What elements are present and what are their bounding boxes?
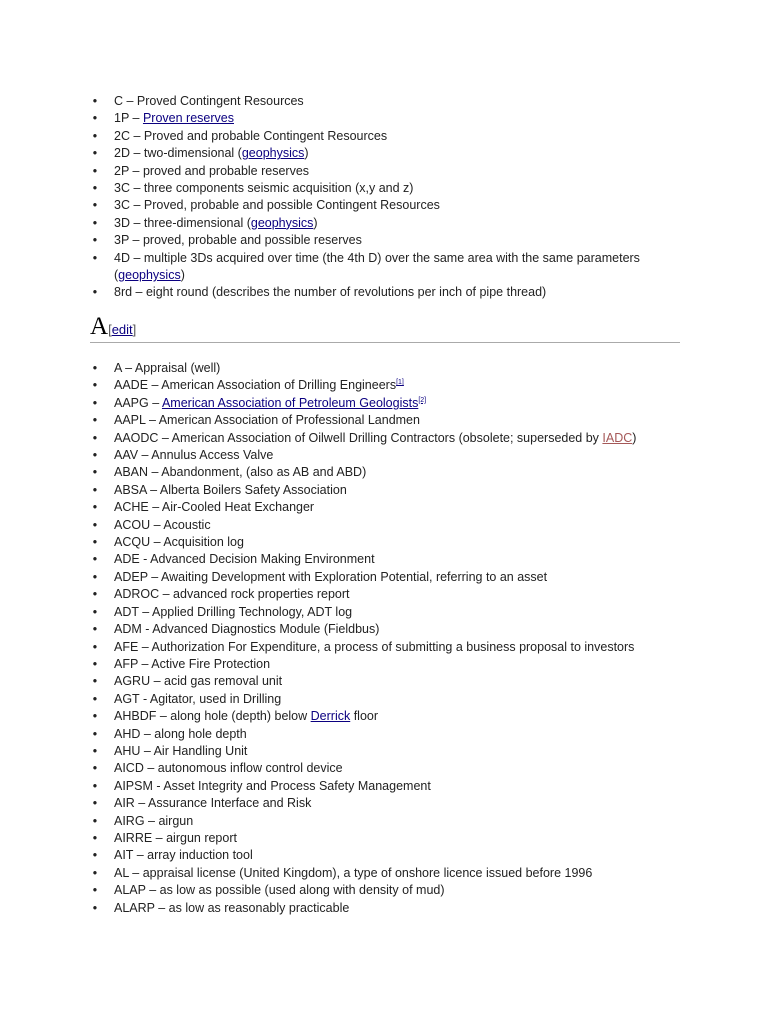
bullet-icon: • <box>92 622 98 637</box>
list-item <box>90 551 690 568</box>
bullet-icon: • <box>92 500 98 515</box>
list-item <box>90 284 690 301</box>
edit-section-link-wrapper: [edit] <box>108 322 137 337</box>
list-item <box>90 760 690 777</box>
bullet-icon: • <box>92 146 98 161</box>
item-text: AIPSM - Asset Integrity and Process Safety Management <box>114 778 431 793</box>
list-item <box>90 708 690 725</box>
list-item <box>90 377 690 394</box>
section-heading-a <box>90 312 680 343</box>
bullet-icon: • <box>92 778 98 793</box>
list-item <box>90 865 690 882</box>
bullet-icon: • <box>92 430 98 445</box>
bullet-icon: • <box>92 883 98 898</box>
list-item <box>90 691 690 708</box>
item-text: ACOU – Acoustic <box>114 517 211 532</box>
list-item <box>90 145 690 162</box>
item-text: ACHE – Air-Cooled Heat Exchanger <box>114 500 315 515</box>
item-text: ADM - Advanced Diagnostics Module (Fieldbus) <box>114 622 380 637</box>
item-text: 3P – proved, probable and possible reserves <box>114 233 362 248</box>
list-item <box>90 360 690 377</box>
item-text: ABAN – Abandonment, (also as AB and ABD) <box>114 465 367 480</box>
bullet-icon: • <box>92 378 98 393</box>
item-text: ALAP – as low as possible (used along with density of mud) <box>114 883 445 898</box>
bullet-icon: • <box>92 674 98 689</box>
item-text: 4D – multiple 3Ds acquired over time (the 4th D) over the same area with the same parameters ( <box>114 250 640 283</box>
bullet-icon: • <box>92 796 98 811</box>
bullet-icon: • <box>92 656 98 671</box>
bullet-icon: • <box>92 250 98 265</box>
list-item <box>90 673 690 690</box>
bullet-icon: • <box>92 482 98 497</box>
bullet-icon: • <box>92 830 98 845</box>
item-text: AIT – array induction tool <box>114 848 253 863</box>
item-text: AIRRE – airgun report <box>114 830 237 845</box>
item-text: AIR – Assurance Interface and Risk <box>114 796 312 811</box>
bullet-icon: • <box>92 726 98 741</box>
item-text: 2P – proved and probable reserves <box>114 163 310 178</box>
bullet-icon: • <box>92 94 98 108</box>
bullet-icon: • <box>92 198 98 213</box>
list-item <box>90 726 690 743</box>
bullet-icon: • <box>92 233 98 248</box>
list-item <box>90 128 690 145</box>
item-text-after: ) <box>632 430 637 445</box>
bullet-icon: • <box>92 865 98 880</box>
bullet-icon: • <box>92 552 98 567</box>
bullet-icon: • <box>92 535 98 550</box>
item-text-after: floor <box>350 709 379 724</box>
list-item <box>90 569 690 586</box>
wiki-link[interactable]: Derrick <box>310 709 351 724</box>
bullet-icon: • <box>92 111 98 126</box>
item-text: AAPL – American Association of Professional Landmen <box>114 413 420 428</box>
item-text: ADT – Applied Drilling Technology, ADT log <box>114 604 353 619</box>
list-item <box>90 180 690 197</box>
item-text: AICD – autonomous inflow control device <box>114 761 343 776</box>
item-text: AGRU – acid gas removal unit <box>114 674 283 689</box>
item-text-after: ) <box>313 215 318 230</box>
bullet-icon: • <box>92 569 98 584</box>
list-item <box>90 482 690 499</box>
item-text: AL – appraisal license (United Kingdom), a type of onshore licence issued before 1996 <box>114 865 593 880</box>
item-text: AAV – Annulus Access Valve <box>114 448 274 463</box>
item-text: 2D – two-dimensional ( <box>114 146 242 161</box>
wiki-link[interactable]: geophysics <box>250 215 314 230</box>
list-item <box>90 250 690 285</box>
bullet-icon: • <box>92 285 98 300</box>
list-item <box>90 795 690 812</box>
bullet-icon: • <box>92 848 98 863</box>
wiki-link[interactable]: geophysics <box>118 268 181 283</box>
item-text: 1P – <box>114 111 143 126</box>
bullet-icon: • <box>92 691 98 706</box>
bullet-icon: • <box>92 395 98 410</box>
list-item <box>90 830 690 847</box>
list-item <box>90 517 690 534</box>
item-text: AAODC – American Association of Oilwell Drilling Contractors (obsolete; superseded by <box>114 430 603 445</box>
reference-superscript <box>418 397 426 404</box>
item-text-after: ) <box>180 268 185 283</box>
item-text: AHD – along hole depth <box>114 726 247 741</box>
numeric-acronym-list <box>90 93 690 302</box>
bullet-icon: • <box>92 163 98 178</box>
item-text-after: ) <box>304 146 309 161</box>
bullet-icon: • <box>92 128 98 143</box>
list-item <box>90 499 690 516</box>
item-text: AGT - Agitator, used in Drilling <box>114 691 282 706</box>
bullet-icon: • <box>92 517 98 532</box>
wiki-redlink[interactable]: IADC <box>602 430 633 445</box>
item-text: 3D – three-dimensional ( <box>114 215 251 230</box>
wiki-link[interactable]: Proven reserves <box>142 111 234 126</box>
list-item <box>90 656 690 673</box>
bullet-icon: • <box>92 761 98 776</box>
item-text: 3C – Proved, probable and possible Contingent Resources <box>114 198 440 213</box>
list-item <box>90 882 690 899</box>
list-item <box>90 232 690 249</box>
item-text: ACQU – Acquisition log <box>114 535 244 550</box>
list-item <box>90 464 690 481</box>
item-text: 8rd – eight round (describes the number of revolutions per inch of pipe thread) <box>114 285 547 300</box>
list-item <box>90 847 690 864</box>
section-letter: A <box>90 313 109 340</box>
bullet-icon: • <box>92 448 98 463</box>
list-item <box>90 586 690 603</box>
bullet-icon: • <box>92 639 98 654</box>
list-item <box>90 163 690 180</box>
item-text: 3C – three components seismic acquisition (x,y and z) <box>114 181 414 196</box>
item-text: AADE – American Association of Drilling Engineers <box>114 378 397 393</box>
bullet-icon: • <box>92 215 98 230</box>
item-text: ADEP – Awaiting Development with Exploration Potential, referring to an asset <box>114 569 548 584</box>
item-text: AFE – Authorization For Expenditure, a process of submitting a business proposal to investors <box>114 639 635 654</box>
bullet-icon: • <box>92 181 98 196</box>
reference-link[interactable]: [1] <box>396 379 404 387</box>
item-text: AIRG – airgun <box>114 813 194 828</box>
item-text: C – Proved Contingent Resources <box>114 94 304 108</box>
list-item <box>90 900 690 917</box>
list-item <box>90 215 690 232</box>
bullet-icon: • <box>92 743 98 758</box>
reference-superscript <box>396 379 404 386</box>
item-text: ADROC – advanced rock properties report <box>114 587 350 602</box>
list-item <box>90 534 690 551</box>
bullet-icon: • <box>92 587 98 602</box>
wiki-link[interactable]: American Association of Petroleum Geologists <box>161 395 419 410</box>
edit-section-link[interactable]: edit <box>111 322 133 337</box>
list-item <box>90 430 690 447</box>
list-item <box>90 447 690 464</box>
item-text: ALARP – as low as reasonably practicable <box>114 900 350 915</box>
bullet-icon: • <box>92 900 98 915</box>
reference-link[interactable]: [2] <box>418 396 427 404</box>
bullet-icon: • <box>92 361 98 375</box>
item-text: AHBDF – along hole (depth) below <box>114 709 311 724</box>
list-item <box>90 197 690 214</box>
list-item <box>90 743 690 760</box>
bullet-icon: • <box>92 465 98 480</box>
list-item <box>90 412 690 429</box>
item-text: ADE - Advanced Decision Making Environment <box>114 552 375 567</box>
list-item <box>90 110 690 127</box>
a-acronym-list <box>90 360 690 917</box>
wiki-link[interactable]: geophysics <box>241 146 305 161</box>
item-text: A – Appraisal (well) <box>114 361 221 375</box>
item-text: ABSA – Alberta Boilers Safety Association <box>114 482 347 497</box>
bullet-icon: • <box>92 709 98 724</box>
item-text: AAPG – <box>114 395 162 410</box>
list-item <box>90 93 690 110</box>
list-item <box>90 621 690 638</box>
list-item <box>90 395 690 412</box>
bullet-icon: • <box>92 413 98 428</box>
bullet-icon: • <box>92 813 98 828</box>
list-item <box>90 604 690 621</box>
item-text: AFP – Active Fire Protection <box>114 656 271 671</box>
list-item <box>90 813 690 830</box>
item-text: 2C – Proved and probable Contingent Resources <box>114 128 388 143</box>
bullet-icon: • <box>92 604 98 619</box>
list-item <box>90 778 690 795</box>
list-item <box>90 639 690 656</box>
item-text: AHU – Air Handling Unit <box>114 743 248 758</box>
